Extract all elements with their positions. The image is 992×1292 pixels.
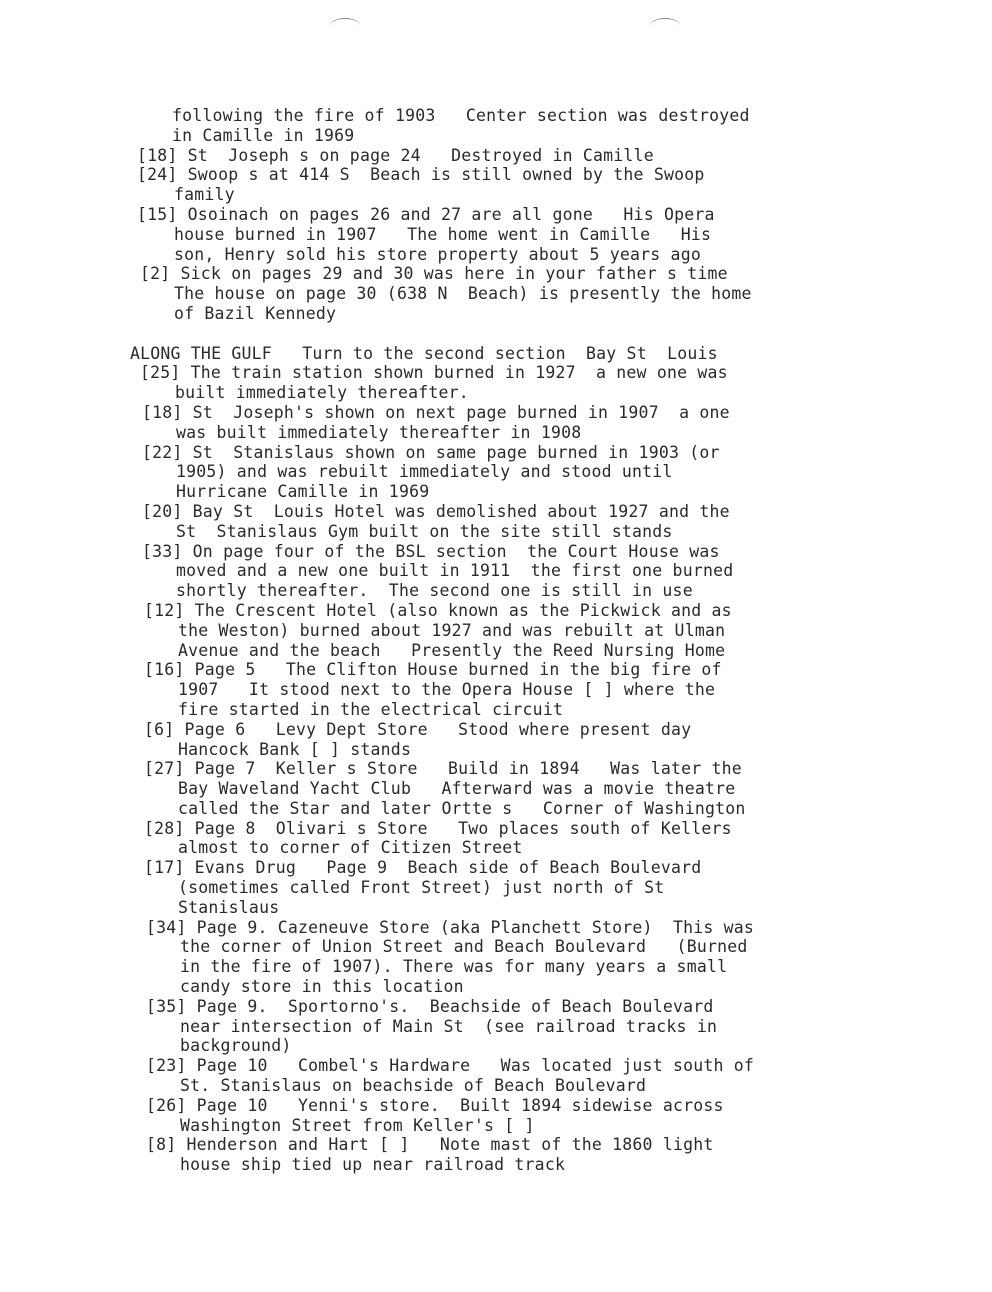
text-line: son, Henry sold his store property about 5 years ago — [174, 244, 701, 264]
text-line: [8] Henderson and Hart [ ] Note mast of the 1860 light — [146, 1135, 714, 1155]
text-line: 1905) and was rebuilt immediately and stood until — [176, 462, 673, 482]
text-line: [35] Page 9. Sportorno's. Beachside of Beach Boulevard — [146, 996, 714, 1016]
text-line: house burned in 1907 The home went in Camille His — [174, 224, 712, 244]
text-line: built immediately thereafter. — [175, 383, 469, 403]
text-line: [15] Osoinach on pages 26 and 27 are all gone His Opera — [137, 204, 715, 224]
text-line: [28] Page 8 Olivari s Store Two places south of Kellers — [144, 818, 732, 838]
text-line: (sometimes called Front Street) just north of St — [178, 878, 665, 898]
text-line: [26] Page 10 Yenni's store. Built 1894 sidewise across — [146, 1095, 724, 1115]
text-line: family — [174, 185, 235, 205]
text-line: near intersection of Main St (see railroad tracks in — [180, 1016, 718, 1036]
punch-hole-mark-right — [650, 18, 680, 33]
text-line: shortly thereafter. The second one is still in use — [176, 581, 693, 601]
text-line: [22] St Stanislaus shown on same page burned in 1903 (or — [142, 442, 720, 462]
text-line: [12] The Crescent Hotel (also known as the Pickwick and as — [144, 600, 732, 620]
document-body — [0, 106, 992, 1175]
text-line: was built immediately thereafter in 1908 — [176, 422, 582, 442]
text-line: 1907 It stood next to the Opera House [ ] where the — [178, 680, 716, 700]
text-line: St. Stanislaus on beachside of Beach Boulevard — [180, 1076, 647, 1096]
text-line: [6] Page 6 Levy Dept Store Stood where present day — [144, 719, 692, 739]
text-line: [24] Swoop s at 414 S Beach is still owned by the Swoop — [137, 165, 705, 185]
text-line: following the fire of 1903 Center section was destroyed — [172, 106, 750, 125]
text-line: [18] St Joseph's shown on next page burned in 1907 a one — [142, 402, 730, 422]
text-line: called the Star and later Ortte s Corner of Washington — [178, 798, 746, 818]
text-line: almost to corner of Citizen Street — [178, 838, 523, 858]
text-line: the Weston) burned about 1927 and was rebuilt at Ulman — [178, 620, 726, 640]
text-line: Hurricane Camille in 1969 — [176, 482, 430, 502]
text-line: the corner of Union Street and Beach Boulevard (Burned — [180, 937, 748, 957]
text-line: in the fire of 1907). There was for many years a small — [180, 957, 728, 977]
text-line: Hancock Bank [ ] stands — [178, 739, 412, 759]
text-line: Stanislaus — [178, 897, 280, 917]
text-line: [34] Page 9. Cazeneuve Store (aka Planchett Store) This was — [146, 917, 755, 937]
text-line: Avenue and the beach Presently the Reed Nursing Home — [178, 640, 726, 660]
text-line: house ship tied up near railroad track — [180, 1155, 566, 1175]
text-line: [16] Page 5 The Clifton House burned in the big fire of — [144, 660, 722, 680]
text-line: [18] St Joseph s on page 24 Destroyed in Camille — [137, 145, 654, 165]
text-line: [17] Evans Drug Page 9 Beach side of Beach Boulevard — [144, 858, 702, 878]
text-line: [2] Sick on pages 29 and 30 was here in your father s time — [140, 264, 728, 284]
text-line: moved and a new one built in 1911 the first one burned — [176, 561, 734, 581]
text-line: background) — [180, 1036, 292, 1056]
punch-hole-mark-left — [330, 18, 360, 33]
text-line: of Bazil Kennedy — [174, 303, 337, 323]
text-line: Bay Waveland Yacht Club Afterward was a movie theatre — [178, 779, 736, 799]
text-line: candy store in this location — [180, 977, 464, 997]
section-heading: ALONG THE GULF Turn to the second section Bay St Louis — [130, 343, 718, 363]
text-line: Washington Street from Keller's [ ] — [180, 1115, 535, 1135]
text-line: fire started in the electrical circuit — [178, 699, 564, 719]
text-line: in Camille in 1969 — [172, 125, 355, 145]
text-line: [20] Bay St Louis Hotel was demolished about 1927 and the — [142, 501, 730, 521]
text-line: [23] Page 10 Combel's Hardware Was located just south of — [146, 1056, 755, 1076]
text-line: St Stanislaus Gym built on the site still stands — [176, 521, 673, 541]
text-line: [33] On page four of the BSL section the Court House was — [142, 541, 720, 561]
text-line: The house on page 30 (638 N Beach) is presently the home — [174, 284, 752, 304]
text-line: [25] The train station shown burned in 1927 a new one was — [140, 363, 728, 383]
text-line: [27] Page 7 Keller s Store Build in 1894 Was later the — [144, 759, 742, 779]
